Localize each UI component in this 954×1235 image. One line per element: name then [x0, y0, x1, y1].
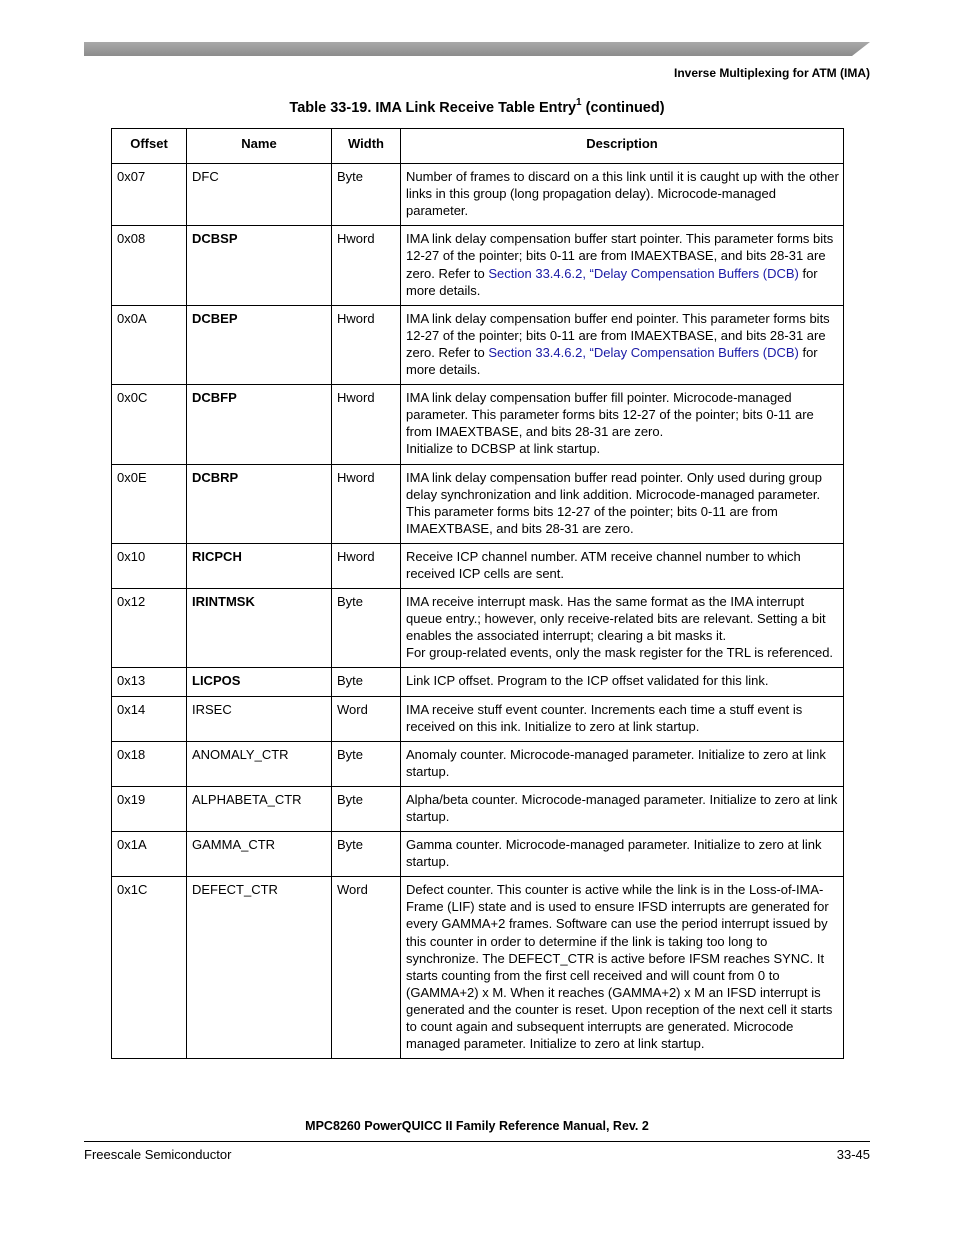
table-title-main: Table 33-19. IMA Link Receive Table Entry	[289, 99, 577, 116]
cell-width: Word	[332, 877, 401, 1059]
cell-name: DCBRP	[187, 464, 332, 543]
cell-description	[401, 226, 844, 305]
description-text: for more details.	[406, 265, 818, 298]
description-text: Defect counter. This counter is active while the link is in the Loss-of-IMA-Frame (LIF) state and is used to ensure IFSD interrupts are generated for every GAMMA+2 frames. Software can use the period interrupt issued by this counter in order to determine if the link is taking too long to synchronize. The DEFECT_CTR is active before IFSM reaches SYNC. It starts counting from the first cell received and will count from 0 to (GAMMA+2) x M. When it reaches (GAMMA+2) x M an IFSD interrupt is generated and the counter is reset. Upon reception of the next cell it starts to count again and subsequent interrupts are generated. Microcode managed parameter. Initialize to zero at link startup.	[406, 882, 833, 1052]
description-text: IMA link delay compensation buffer read pointer. Only used during group delay synchronization and link addition. Microcode-managed parameter. This parameter forms bits 12-27 of the pointer; bits 0-11 are from IMAEXTBASE, and bits 28-31 are zero.	[406, 469, 823, 536]
table-row	[112, 832, 844, 877]
cell-description	[401, 589, 844, 668]
cell-width: Hword	[332, 305, 401, 384]
cell-offset: 0x0A	[112, 305, 187, 384]
footer-company: Freescale Semiconductor	[84, 1147, 232, 1162]
description-text: Gamma counter. Microcode-managed parameter. Initialize to zero at link startup.	[406, 837, 822, 870]
description-line: For group-related events, only the mask register for the TRL is referenced.	[406, 645, 834, 661]
cell-name: ALPHABETA_CTR	[187, 786, 332, 831]
description-text: IMA link delay compensation buffer end pointer. This parameter forms bits 12-27 of the pointer; bits 0-11 are from IMAEXTBASE, and bits 28-31 are zero. Refer to	[406, 310, 830, 360]
cell-width: Hword	[332, 385, 401, 464]
description-text: Anomaly counter. Microcode-managed parameter. Initialize to zero at link startup.	[406, 746, 826, 779]
cell-name: GAMMA_CTR	[187, 832, 332, 877]
cell-offset: 0x19	[112, 786, 187, 831]
table-row	[112, 543, 844, 588]
table-title	[0, 98, 954, 116]
cell-width: Byte	[332, 164, 401, 226]
section-header: Inverse Multiplexing for ATM (IMA)	[673, 66, 870, 80]
cell-name: DCBFP	[187, 385, 332, 464]
description-text: IMA receive stuff event counter. Increments each time a stuff event is received on this ink. Initialize to zero at link startup.	[406, 701, 803, 734]
table-row	[112, 226, 844, 305]
cell-name: IRSEC	[187, 696, 332, 741]
cell-offset: 0x18	[112, 741, 187, 786]
table-header-row	[112, 129, 844, 164]
table-row	[112, 464, 844, 543]
cell-name: ANOMALY_CTR	[187, 741, 332, 786]
cell-offset: 0x13	[112, 668, 187, 696]
cell-offset: 0x10	[112, 543, 187, 588]
table-row	[112, 164, 844, 226]
cell-name: DCBEP	[187, 305, 332, 384]
cell-offset: 0x14	[112, 696, 187, 741]
footer-divider	[84, 1141, 870, 1142]
cell-width: Word	[332, 696, 401, 741]
table-row	[112, 385, 844, 464]
cell-description	[401, 832, 844, 877]
cell-offset: 0x0E	[112, 464, 187, 543]
table-body	[112, 164, 844, 1059]
cell-description	[401, 741, 844, 786]
table-row	[112, 786, 844, 831]
cell-width: Hword	[332, 543, 401, 588]
description-text: IMA link delay compensation buffer start pointer. This parameter forms bits 12-27 of the pointer; bits 0-11 are from IMAEXTBASE, and bits 28-31 are zero. Refer to	[406, 231, 834, 281]
description-text: Alpha/beta counter. Microcode-managed parameter. Initialize to zero at link startup.	[406, 791, 838, 824]
table-title-footnote: 1	[576, 97, 582, 108]
cell-name: DCBSP	[187, 226, 332, 305]
table-row	[112, 668, 844, 696]
cross-reference-link[interactable]: Section 33.4.6.2, “Delay Compensation Buffers (DCB)	[488, 344, 799, 360]
cell-width: Byte	[332, 832, 401, 877]
column-header-description: Description	[401, 129, 844, 164]
cell-width: Hword	[332, 226, 401, 305]
cell-description	[401, 464, 844, 543]
cell-name: LICPOS	[187, 668, 332, 696]
cell-name: IRINTMSK	[187, 589, 332, 668]
table-title-suffix: (continued)	[581, 99, 665, 116]
cell-width: Byte	[332, 741, 401, 786]
description-line: Initialize to DCBSP at link startup.	[406, 441, 601, 457]
description-text: Number of frames to discard on a this link until it is caught up with the other links in this group (long propagation delay). Microcode-managed parameter.	[406, 169, 839, 219]
cell-width: Byte	[332, 668, 401, 696]
cell-description	[401, 786, 844, 831]
cell-description	[401, 668, 844, 696]
table-row	[112, 741, 844, 786]
cell-offset: 0x07	[112, 164, 187, 226]
description-text: IMA link delay compensation buffer fill pointer. Microcode-managed parameter. This parameter forms bits 12-27 of the pointer; bits 0-11 are from IMAEXTBASE, and bits 28-31 are zero.	[406, 390, 814, 440]
table-row	[112, 696, 844, 741]
footer-page-number: 33-45	[836, 1147, 870, 1162]
cell-width: Byte	[332, 786, 401, 831]
ima-link-receive-table	[111, 128, 844, 1059]
cell-offset: 0x12	[112, 589, 187, 668]
cell-name: DEFECT_CTR	[187, 877, 332, 1059]
table-row	[112, 877, 844, 1059]
column-header-offset: Offset	[112, 129, 187, 164]
description-text: for more details.	[406, 344, 818, 378]
header-decorative-bar	[84, 42, 870, 56]
cell-offset: 0x1A	[112, 832, 187, 877]
cell-description	[401, 305, 844, 384]
cell-width: Byte	[332, 589, 401, 668]
cell-offset: 0x0C	[112, 385, 187, 464]
description-text: Receive ICP channel number. ATM receive channel number to which received ICP cells are sent.	[406, 548, 801, 581]
cell-offset: 0x1C	[112, 877, 187, 1059]
cell-description	[401, 164, 844, 226]
table-row	[112, 589, 844, 668]
column-header-width: Width	[332, 129, 401, 164]
cell-offset: 0x08	[112, 226, 187, 305]
cell-description	[401, 543, 844, 588]
cell-description	[401, 877, 844, 1059]
cell-width: Hword	[332, 464, 401, 543]
cell-description	[401, 385, 844, 464]
column-header-name: Name	[187, 129, 332, 164]
description-text: IMA receive interrupt mask. Has the same format as the IMA interrupt queue entry.; however, only receive-related bits are relevant. Setting a bit enables the associated interrupt; clearing a bit masks it.	[406, 594, 826, 644]
table-row	[112, 305, 844, 384]
cell-name: RICPCH	[187, 543, 332, 588]
footer-manual-title: MPC8260 PowerQUICC II Family Reference Manual, Rev. 2	[305, 1119, 649, 1133]
description-text: Link ICP offset. Program to the ICP offset validated for this link.	[406, 673, 769, 689]
cell-name: DFC	[187, 164, 332, 226]
cell-description	[401, 696, 844, 741]
cross-reference-link[interactable]: Section 33.4.6.2, “Delay Compensation Buffers (DCB)	[488, 265, 799, 281]
